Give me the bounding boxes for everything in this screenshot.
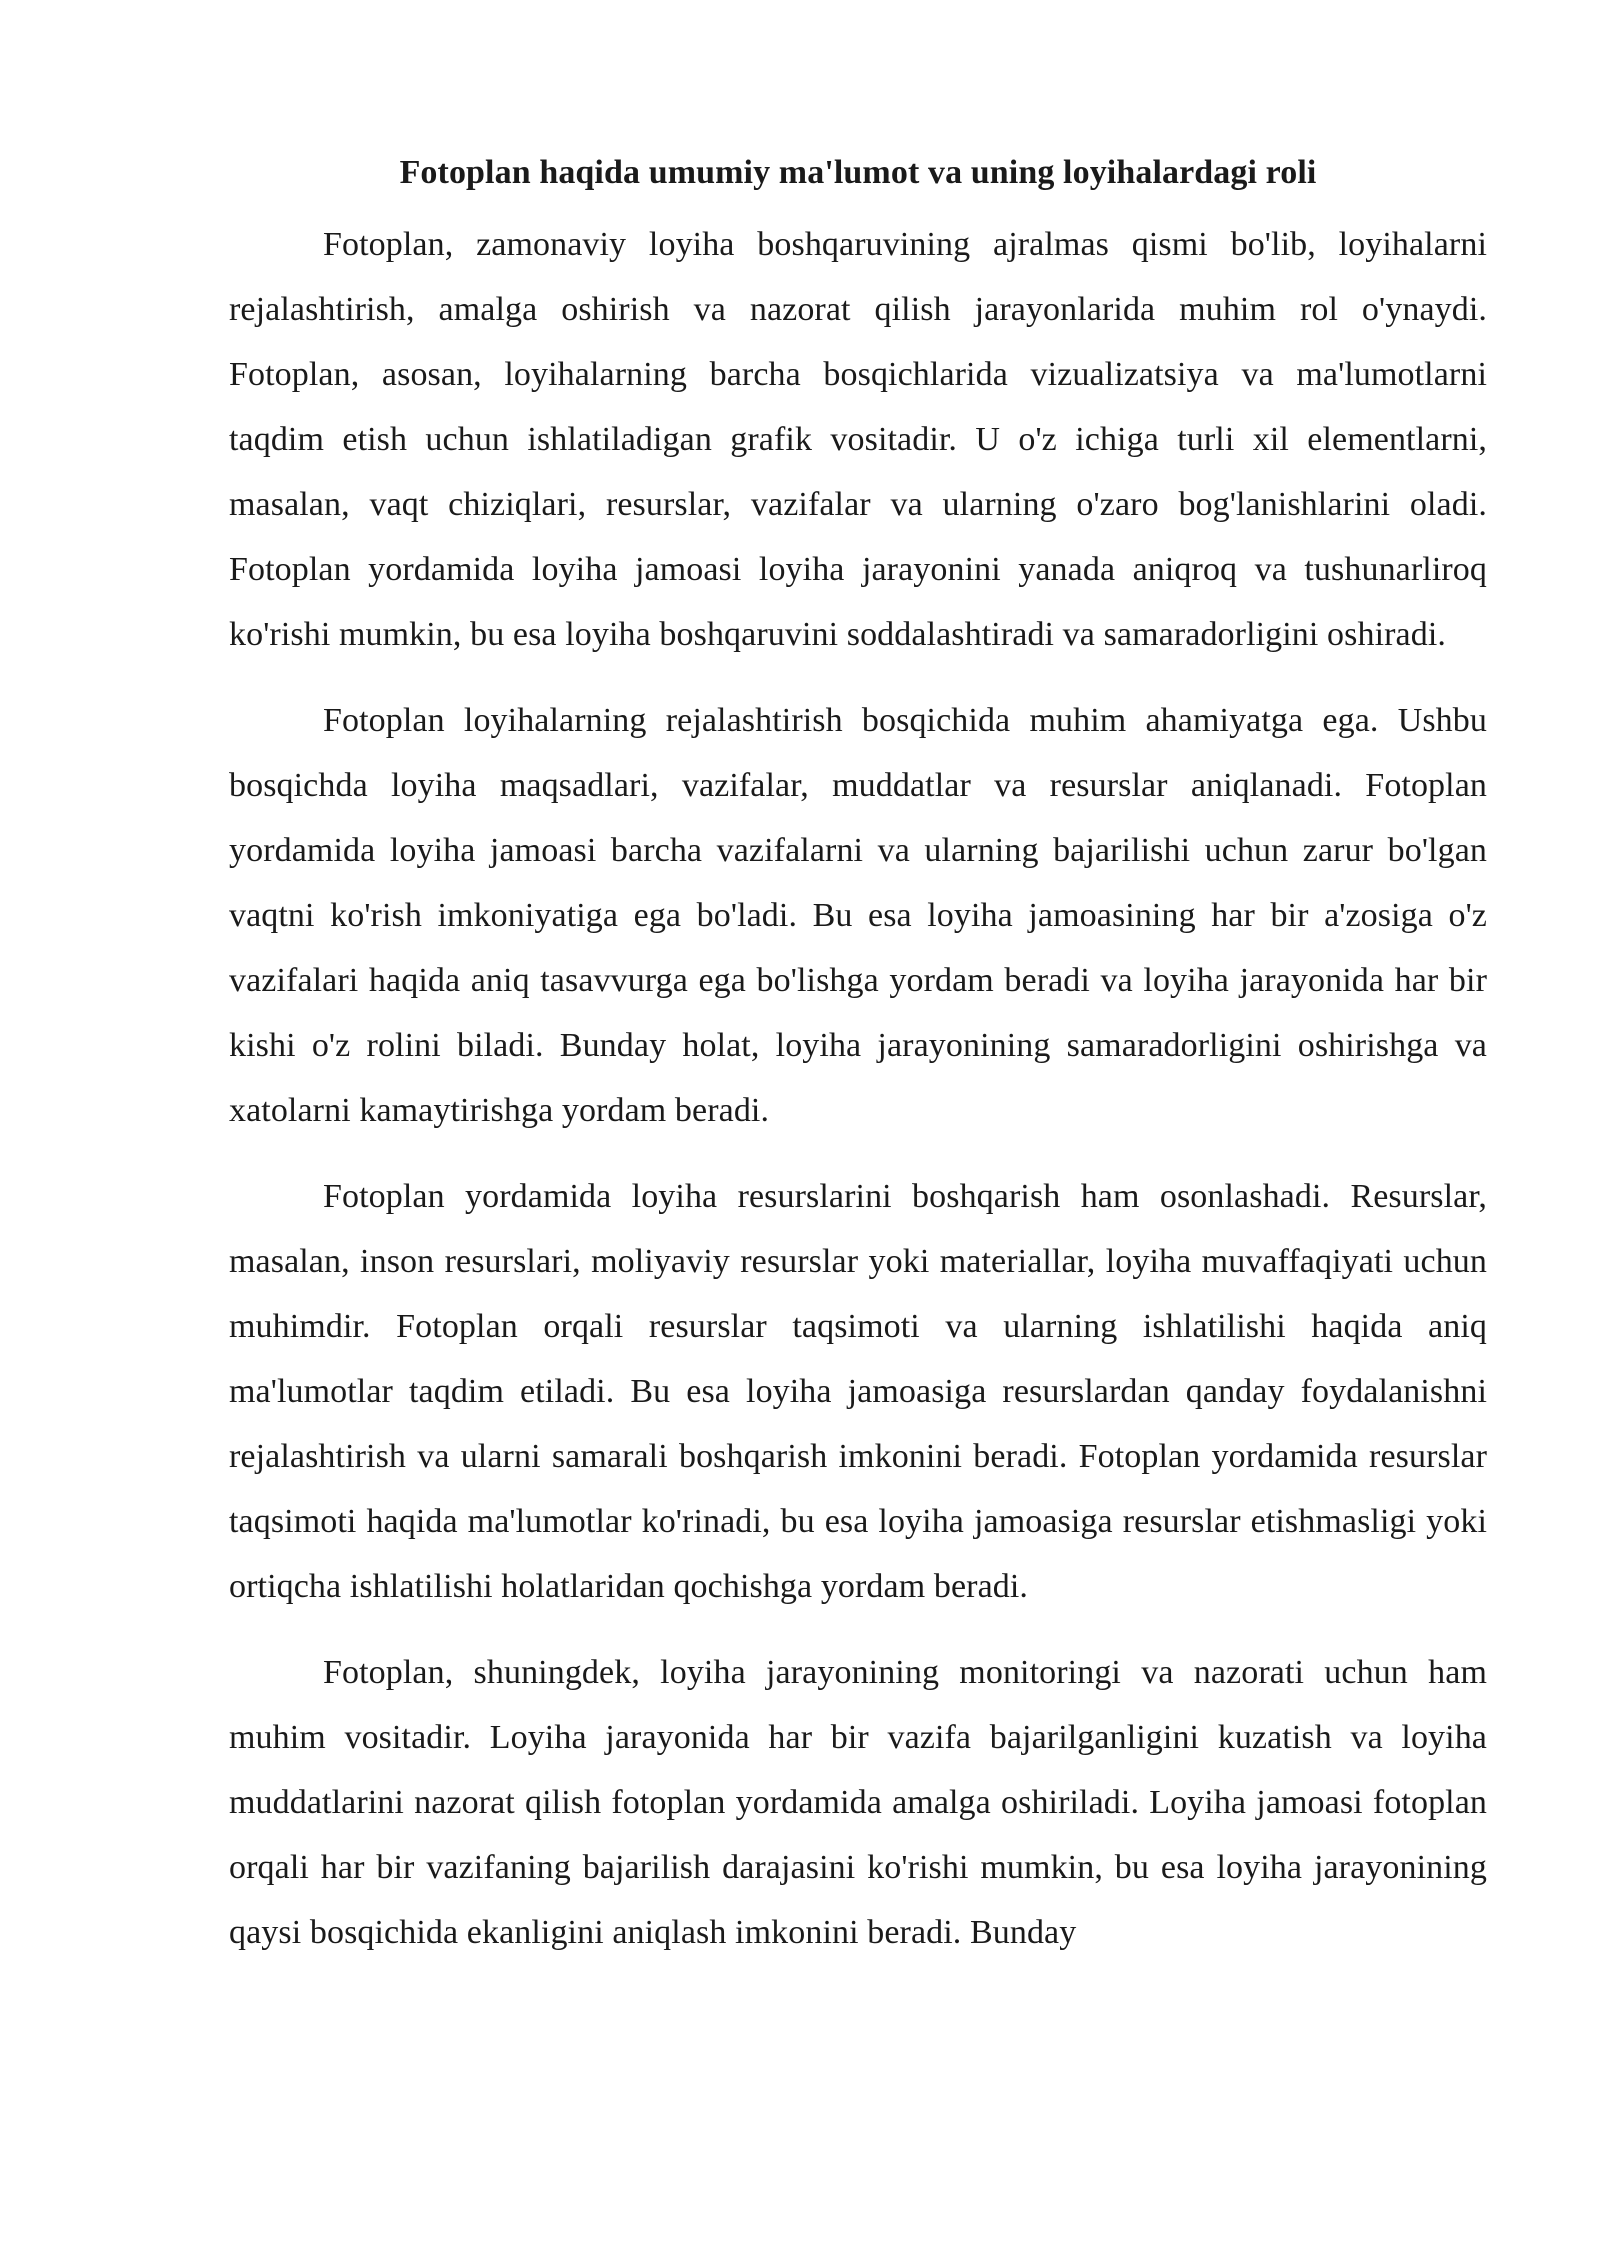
paragraph-2: Fotoplan loyihalarning rejalashtirish bosqichida muhim ahamiyatga ega. Ushbu bosqichda loyiha maqsadlari, vazifalar, muddatlar va resurslar aniqlanadi. Fotoplan yordamida loyiha jamoasi barcha vazifalarni va ularning bajarilishi uchun zarur bo'lgan vaqtni ko'rish imkoniyatiga ega bo'ladi. Bu esa loyiha jamoasining har bir a'zosiga o'z vazifalari haqida aniq tasavvurga ega bo'lishga yordam beradi va loyiha jarayonida har bir kishi o'z rolini biladi. Bunday holat, loyiha jarayonining samaradorligini oshirishga va xatolarni kamaytirishga yordam beradi. [229, 702, 1487, 1129]
paragraph-3: Fotoplan yordamida loyiha resurslarini boshqarish ham osonlashadi. Resurslar, masalan, inson resurslari, moliyaviy resurslar yoki materiallar, loyiha muvaffaqiyati uchun muhimdir. Fotoplan orqali resurslar taqsimoti va ularning ishlatilishi haqida aniq ma'lumotlar taqdim etiladi. Bu esa loyiha jamoasiga resurslardan qanday foydalanishni rejalashtirish va ularni samarali boshqarish imkonini beradi. Fotoplan yordamida resurslar taqsimoti haqida ma'lumotlar ko'rinadi, bu esa loyiha jamoasiga resurslar etishmasligi yoki ortiqcha ishlatilishi holatlaridan qochishga yordam beradi. [229, 1178, 1487, 1605]
document-body [229, 148, 1487, 1986]
paragraph-4: Fotoplan, shuningdek, loyiha jarayonining monitoringi va nazorati uchun ham muhim vositadir. Loyiha jarayonida har bir vazifa bajarilganligini kuzatish va loyiha muddatlarini nazorat qilish fotoplan yordamida amalga oshiriladi. Loyiha jamoasi fotoplan orqali har bir vazifaning bajarilish darajasini ko'rishi mumkin, bu esa loyiha jarayonining qaysi bosqichida ekanligini aniqlash imkonini beradi. Bunday [229, 1654, 1487, 1951]
document-title: Fotoplan haqida umumiy ma'lumot va uning loyihalardagi roli [399, 154, 1317, 191]
paragraph-1: Fotoplan, zamonaviy loyiha boshqaruvining ajralmas qismi bo'lib, loyihalarni rejalashtirish, amalga oshirish va nazorat qilish jarayonlarida muhim rol o'ynaydi. Fotoplan, asosan, loyihalarning barcha bosqichlarida vizualizatsiya va ma'lumotlarni taqdim etish uchun ishlatiladigan grafik vositadir. U o'z ichiga turli xil elementlarni, masalan, vaqt chiziqlari, resurslar, vazifalar va ularning o'zaro bog'lanishlarini oladi. Fotoplan yordamida loyiha jamoasi loyiha jarayonini yanada aniqroq va tushunarliroq ko'rishi mumkin, bu esa loyiha boshqaruvini soddalashtiradi va samaradorligini oshiradi. [229, 226, 1487, 653]
